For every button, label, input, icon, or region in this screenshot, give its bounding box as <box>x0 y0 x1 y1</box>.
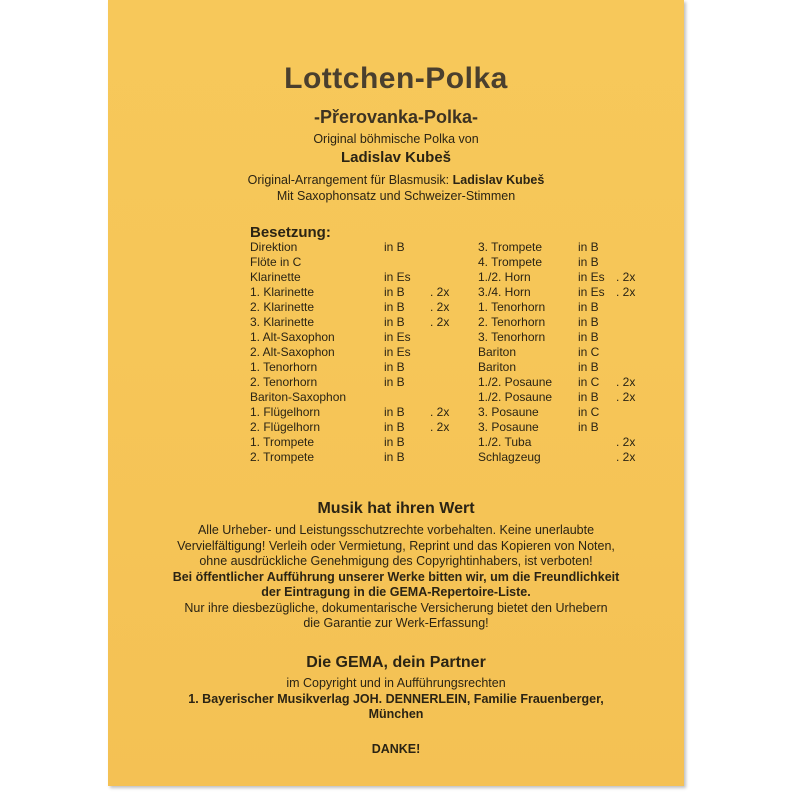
notice-line: ohne ausdrückliche Genehmigung des Copyrightinhabers, ist verboten! <box>199 554 593 568</box>
notice-bold-line: der Eintragung in die GEMA-Repertoire-Liste. <box>261 585 531 599</box>
arranger-name: Ladislav Kubeš <box>452 173 545 187</box>
instrument-count: . 2x <box>616 390 636 404</box>
instrument-count: . 2x <box>616 270 636 284</box>
instrument-key: in Es <box>578 270 605 284</box>
notice-bold-line: Bei öffentlicher Aufführung unserer Werke bitten wir, um die Freundlichkeit <box>172 569 620 584</box>
instrument-row <box>478 285 698 300</box>
notice-line: Vervielfältigung! Verleih oder Vermietung, Reprint und das Kopieren von Noten, <box>177 538 615 553</box>
instrument-key: in B <box>578 390 599 404</box>
instrument-name: 2. Alt-Saxophon <box>250 345 335 359</box>
instrument-name: 2. Tenorhorn <box>250 375 318 389</box>
instrument-key: in B <box>384 315 405 329</box>
gema-sub: im Copyright und in Aufführungsrechten <box>286 676 506 690</box>
arrangement-line <box>108 173 684 187</box>
instrument-name: 3. Posaune <box>478 405 539 419</box>
publisher-line: 1. Bayerischer Musikverlag JOH. DENNERLEIN, Familie Frauenberger, <box>188 691 604 706</box>
besetzung-title: Besetzung: <box>250 224 331 241</box>
instrument-key: in C <box>578 405 600 419</box>
instrument-name: 1. Alt-Saxophon <box>250 330 335 344</box>
instrument-name: 3./4. Horn <box>478 285 531 299</box>
instrument-name: 2. Trompete <box>250 450 315 464</box>
instrument-row <box>478 435 698 450</box>
composer-name: Ladislav Kubeš <box>340 149 452 166</box>
instrument-name: Klarinette <box>250 270 301 284</box>
instrument-row <box>250 360 470 375</box>
instrument-row <box>250 240 470 255</box>
instrument-count: . 2x <box>616 450 636 464</box>
instrument-name: 1. Tenorhorn <box>250 360 318 374</box>
instrument-row <box>478 330 698 345</box>
instrument-count: . 2x <box>616 435 636 449</box>
instrument-name: 2. Flügelhorn <box>250 420 321 434</box>
instrument-row <box>250 270 470 285</box>
instrument-row <box>478 300 698 315</box>
instrument-row <box>478 270 698 285</box>
instrument-count: . 2x <box>430 285 450 299</box>
instrument-name: 3. Trompete <box>478 240 543 254</box>
instrument-row <box>250 435 470 450</box>
instrument-name: 2. Tenorhorn <box>478 315 546 329</box>
instrument-row <box>250 255 470 270</box>
instrument-key: in B <box>384 405 405 419</box>
instrument-name: 3. Klarinette <box>250 315 315 329</box>
instrument-key: in B <box>578 300 599 314</box>
instrument-count: . 2x <box>430 300 450 314</box>
instrument-name: 4. Trompete <box>478 255 543 269</box>
instrument-key: in B <box>578 360 599 374</box>
instrument-row <box>250 420 470 435</box>
instrument-key: in B <box>384 360 405 374</box>
instrument-name: Bariton <box>478 360 517 374</box>
instrument-row <box>250 405 470 420</box>
instrument-row <box>478 450 698 465</box>
instrument-name: 2. Klarinette <box>250 300 315 314</box>
instrument-row <box>250 285 470 300</box>
instrument-row <box>250 390 470 405</box>
instrument-name: 1./2. Posaune <box>478 375 553 389</box>
instrument-key: in B <box>578 240 599 254</box>
instrument-row <box>478 390 698 405</box>
instrument-row <box>250 315 470 330</box>
instrument-row <box>478 255 698 270</box>
instrument-count: . 2x <box>616 375 636 389</box>
instrument-row <box>478 345 698 360</box>
instrument-name: 1. Flügelhorn <box>250 405 321 419</box>
instrument-key: in B <box>384 420 405 434</box>
original-line: Original böhmische Polka von <box>313 132 479 146</box>
instrument-row <box>250 375 470 390</box>
instrument-name: Direktion <box>250 240 298 254</box>
instrument-key: in B <box>578 420 599 434</box>
instrument-key: in B <box>384 240 405 254</box>
instrument-name: 1./2. Horn <box>478 270 531 284</box>
instrument-row <box>478 420 698 435</box>
instrument-name: Flöte in C <box>250 255 302 269</box>
instrument-key: in C <box>578 345 600 359</box>
instrument-key: in Es <box>384 270 411 284</box>
instrument-name: Schlagzeug <box>478 450 541 464</box>
notice-closing-line: die Garantie zur Werk-Erfassung! <box>303 616 489 630</box>
notice-text <box>108 523 684 632</box>
instrument-row <box>478 360 698 375</box>
instrument-column-right <box>478 240 698 465</box>
instrument-key: in B <box>384 300 405 314</box>
instrument-row <box>478 240 698 255</box>
page-subtitle: -Přerovanka-Polka- <box>313 107 479 127</box>
instrument-row <box>250 450 470 465</box>
instrument-key: in B <box>384 450 405 464</box>
instrument-name: 1. Klarinette <box>250 285 315 299</box>
arrangement-prefix: Original-Arrangement für Blasmusik: <box>247 173 450 187</box>
saxophon-line: Mit Saxophonsatz und Schweizer-Stimmen <box>276 189 516 203</box>
page-title: Lottchen-Polka <box>284 62 508 95</box>
danke-text: DANKE! <box>371 742 421 756</box>
instrument-row <box>478 315 698 330</box>
notice-closing-line: Nur ihre diesbezügliche, dokumentarische Versicherung bietet den Urhebern <box>184 600 608 615</box>
instrument-key: in Es <box>384 345 411 359</box>
instrument-key: in B <box>578 255 599 269</box>
notice-line: Alle Urheber- und Leistungsschutzrechte vorbehalten. Keine unerlaubte <box>197 523 595 537</box>
instrument-row <box>478 405 698 420</box>
instrument-key: in B <box>384 435 405 449</box>
instrument-key: in B <box>578 330 599 344</box>
instrument-name: 1./2. Posaune <box>478 390 553 404</box>
instrument-row <box>250 345 470 360</box>
instrument-key: in B <box>384 285 405 299</box>
instrument-key: in B <box>578 315 599 329</box>
instrument-count: . 2x <box>430 420 450 434</box>
instrument-name: 3. Tenorhorn <box>478 330 546 344</box>
publisher-city: München <box>368 707 424 721</box>
instrument-row <box>250 330 470 345</box>
instrument-name: 1./2. Tuba <box>478 435 532 449</box>
instrument-name: Bariton <box>478 345 517 359</box>
gema-title: Die GEMA, dein Partner <box>306 654 486 671</box>
instrument-name: 1. Trompete <box>250 435 315 449</box>
instrument-count: . 2x <box>616 285 636 299</box>
instrument-key: in Es <box>384 330 411 344</box>
instrument-name: 1. Tenorhorn <box>478 300 546 314</box>
instrument-key: in C <box>578 375 600 389</box>
instrument-count: . 2x <box>430 405 450 419</box>
instrument-name: Bariton-Saxophon <box>250 390 347 404</box>
instrument-count: . 2x <box>430 315 450 329</box>
instrument-row <box>250 300 470 315</box>
instrument-key: in B <box>384 375 405 389</box>
sheet-cover <box>108 0 684 786</box>
instrument-row <box>478 375 698 390</box>
notice-title: Musik hat ihren Wert <box>317 500 475 517</box>
instrument-key: in Es <box>578 285 605 299</box>
instrument-name: 3. Posaune <box>478 420 539 434</box>
instrument-column-left <box>250 240 470 465</box>
gema-text <box>108 676 684 723</box>
